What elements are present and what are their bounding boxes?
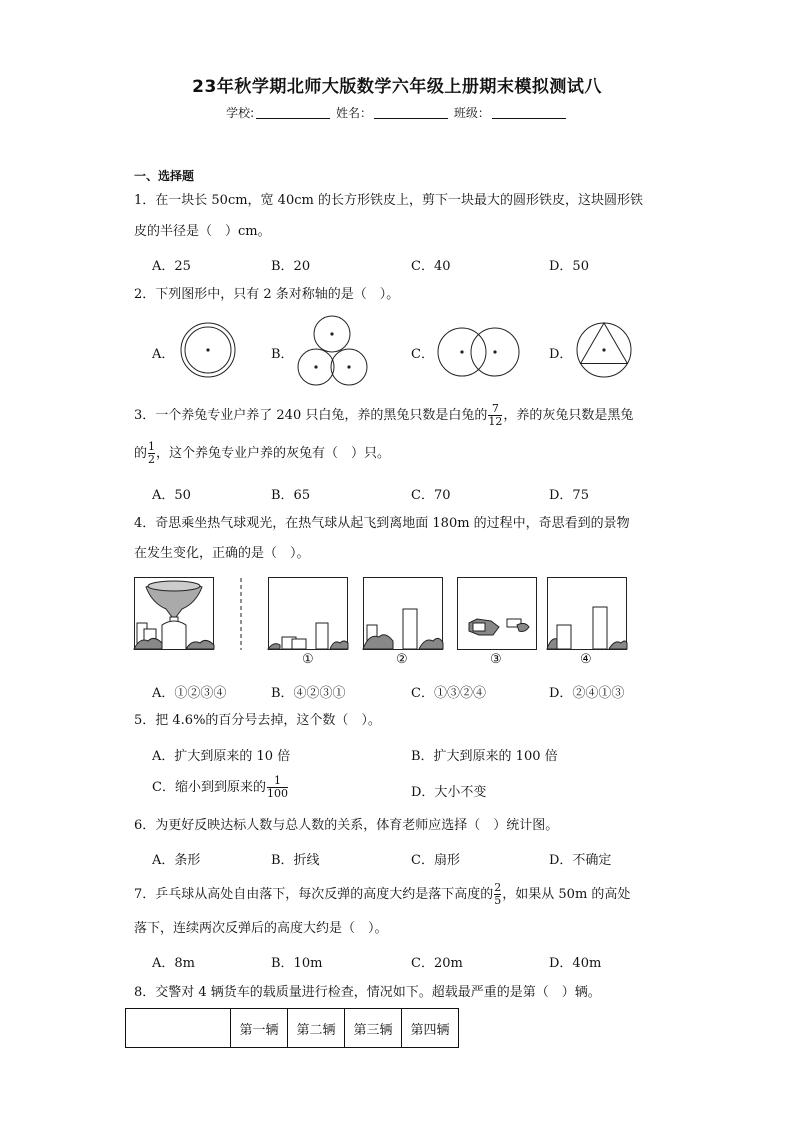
q1-line2: 皮的半径是（ ）cm。 bbox=[134, 224, 271, 239]
q4-picture-3 bbox=[457, 577, 537, 651]
table-header-3: 第三辆 bbox=[345, 1009, 402, 1048]
name-label: 姓名： bbox=[336, 106, 373, 120]
q7-text-1a: 7．乒乓球从高处自由落下，每次反弹的高度大约是落下高度的 bbox=[134, 887, 494, 902]
q4-option-a[interactable]: A．①②③④ bbox=[152, 686, 227, 701]
q4-picture-1 bbox=[268, 577, 348, 651]
q4-line2: 在发生变化，正确的是（ ）。 bbox=[134, 546, 310, 561]
q6-option-c[interactable]: C．扇形 bbox=[411, 853, 460, 868]
name-blank[interactable] bbox=[374, 106, 448, 119]
q4-picture-2 bbox=[363, 577, 443, 651]
q7-frac-den: 5 bbox=[494, 894, 502, 907]
q7-option-a[interactable]: A．8m bbox=[152, 956, 195, 971]
q5-option-c-text: C．缩小到到原来的 bbox=[152, 780, 266, 795]
q4-label-4: ④ bbox=[580, 652, 592, 667]
q4-balloon-picture bbox=[134, 577, 214, 651]
q5-option-c[interactable] bbox=[152, 775, 289, 800]
q3-frac2-num: 1 bbox=[148, 440, 156, 453]
q3-frac1-num: 7 bbox=[491, 402, 499, 415]
q5-option-b[interactable]: B．扩大到原来的 100 倍 bbox=[411, 749, 558, 764]
q4-option-c[interactable]: C．①③②④ bbox=[411, 686, 486, 701]
q3-line1 bbox=[134, 403, 664, 428]
q2-figure-three-circles bbox=[294, 314, 374, 390]
table-cell-corner bbox=[126, 1009, 231, 1048]
q5-option-a[interactable]: A．扩大到原来的 10 倍 bbox=[152, 749, 291, 764]
q7-fraction-2-5 bbox=[494, 882, 501, 907]
q4-divider bbox=[240, 578, 242, 650]
school-label: 学校: bbox=[226, 106, 255, 120]
q7-line1 bbox=[134, 882, 664, 907]
q3-option-c[interactable]: C．70 bbox=[411, 488, 451, 503]
class-blank[interactable] bbox=[492, 106, 566, 119]
q5-frac-den: 100 bbox=[266, 787, 288, 800]
class-label: 班级： bbox=[453, 106, 490, 120]
table-header-4: 第四辆 bbox=[402, 1009, 459, 1048]
q3-fraction-1-2 bbox=[148, 441, 155, 466]
q1-option-c[interactable]: C．40 bbox=[411, 259, 451, 274]
q2-option-d[interactable]: D． bbox=[549, 347, 573, 362]
q7-frac-num: 2 bbox=[494, 881, 502, 894]
q5-line1: 5．把 4.6%的百分号去掉，这个数（ ）。 bbox=[134, 713, 381, 728]
q2-figure-two-circles bbox=[438, 325, 526, 381]
q3-option-b[interactable]: B．65 bbox=[271, 488, 311, 503]
school-blank[interactable] bbox=[256, 106, 330, 119]
q4-label-3: ③ bbox=[490, 652, 502, 667]
q3-option-a[interactable]: A．50 bbox=[152, 488, 191, 503]
q2-figure-concentric-circles bbox=[178, 322, 238, 382]
q3-frac2-den: 2 bbox=[148, 453, 156, 466]
q8-table bbox=[125, 1008, 459, 1048]
q3-text-2b: ，这个养兔专业户养的灰兔有（ ）只。 bbox=[156, 446, 391, 461]
q7-text-1b: ，如果从 50m 的高处 bbox=[502, 887, 631, 902]
q7-option-b[interactable]: B．10m bbox=[271, 956, 323, 971]
q7-option-c[interactable]: C．20m bbox=[411, 956, 463, 971]
q3-frac1-den: 12 bbox=[488, 415, 503, 428]
q5-fraction-1-100 bbox=[267, 775, 288, 800]
q7-line2: 落下，连续两次反弹后的高度大约是（ ）。 bbox=[134, 921, 388, 936]
q3-text-1b: ，养的灰兔只数是黑兔 bbox=[503, 408, 634, 423]
q4-option-d[interactable]: D．②④①③ bbox=[549, 686, 625, 701]
table-row bbox=[126, 1009, 459, 1048]
q2-line1: 2．下列图形中，只有 2 条对称轴的是（ ）。 bbox=[134, 287, 400, 302]
q1-line1: 1．在一块长 50cm，宽 40cm 的长方形铁皮上，剪下一块最大的圆形铁皮，这块圆形铁 bbox=[134, 193, 643, 208]
q8-line1: 8．交警对 4 辆货车的载质量进行检查，情况如下。超载最严重的是第（ ）辆。 bbox=[134, 985, 601, 1000]
q3-line2 bbox=[134, 441, 664, 466]
q3-text-1a: 3．一个养兔专业户养了 240 只白兔，养的黑兔只数是白兔的 bbox=[134, 408, 488, 423]
q2-option-b[interactable]: B． bbox=[271, 347, 294, 362]
section-heading: 一、选择题 bbox=[134, 169, 195, 183]
q5-frac-num: 1 bbox=[273, 774, 281, 787]
q7-option-d[interactable]: D．40m bbox=[549, 956, 602, 971]
q2-option-a[interactable]: A． bbox=[152, 347, 175, 362]
q4-line1: 4．奇思乘坐热气球观光，在热气球从起飞到离地面 180m 的过程中，奇思看到的景物 bbox=[134, 516, 630, 531]
q6-line1: 6．为更好反映达标人数与总人数的关系，体育老师应选择（ ）统计图。 bbox=[134, 818, 559, 833]
q1-option-d[interactable]: D．50 bbox=[549, 259, 589, 274]
student-info bbox=[0, 104, 794, 121]
q5-option-d[interactable]: D．大小不变 bbox=[411, 785, 487, 800]
q4-label-1: ① bbox=[302, 652, 314, 667]
table-header-1: 第一辆 bbox=[231, 1009, 288, 1048]
q3-fraction-7-12 bbox=[488, 403, 502, 428]
q4-option-b[interactable]: B．④②③① bbox=[271, 686, 346, 701]
q6-option-a[interactable]: A．条形 bbox=[152, 853, 201, 868]
q4-label-2: ② bbox=[396, 652, 408, 667]
q2-figure-triangle-in-circle bbox=[576, 322, 636, 382]
q4-picture-4 bbox=[547, 577, 627, 651]
q3-text-2a: 的 bbox=[134, 446, 148, 461]
table-header-2: 第二辆 bbox=[288, 1009, 345, 1048]
page-title: 23年秋学期北师大版数学六年级上册期末模拟测试八 bbox=[192, 77, 602, 97]
q6-option-b[interactable]: B．折线 bbox=[271, 853, 320, 868]
q2-option-c[interactable]: C． bbox=[411, 347, 434, 362]
q1-option-a[interactable]: A．25 bbox=[152, 259, 191, 274]
q6-option-d[interactable]: D．不确定 bbox=[549, 853, 612, 868]
q3-option-d[interactable]: D．75 bbox=[549, 488, 589, 503]
q1-option-b[interactable]: B．20 bbox=[271, 259, 311, 274]
